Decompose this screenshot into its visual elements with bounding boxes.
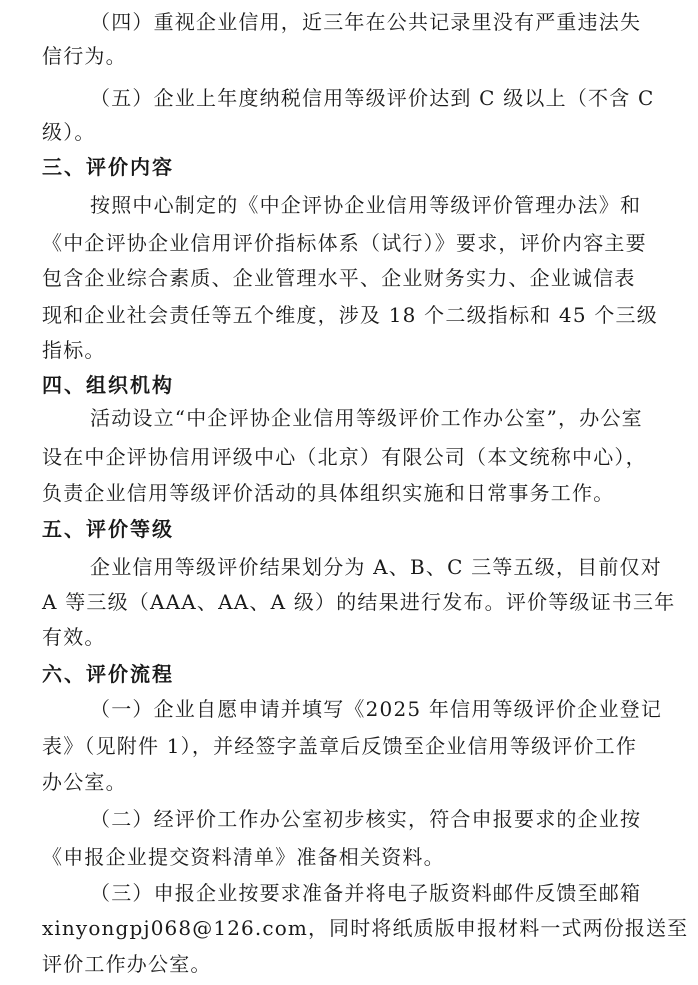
paragraph-line: 按照中心制定的《中企评协企业信用等级评价管理办法》和 bbox=[90, 193, 642, 217]
paragraph-line: 评价工作办公室。 bbox=[42, 952, 212, 976]
paragraph-line: 有效。 bbox=[42, 625, 106, 649]
section-heading: 三、评价内容 bbox=[42, 155, 174, 179]
paragraph-line: （四）重视企业信用，近三年在公共记录里没有严重违法失 bbox=[90, 10, 642, 34]
section-heading: 五、评价等级 bbox=[42, 517, 174, 541]
paragraph-line: 《申报企业提交资料清单》准备相关资料。 bbox=[42, 845, 445, 869]
paragraph-line: 企业信用等级评价结果划分为 A、B、C 三等五级，目前仅对 bbox=[90, 555, 662, 579]
paragraph-line: 现和企业社会责任等五个维度，涉及 18 个二级指标和 45 个三级 bbox=[42, 303, 658, 327]
paragraph-line: 《中企评协企业信用评价指标体系（试行）》要求，评价内容主要 bbox=[42, 231, 647, 255]
paragraph-line: 表》（见附件 1），并经签字盖章后反馈至企业信用等级评价工作 bbox=[42, 734, 638, 758]
paragraph-line: （一）企业自愿申请并填写《2025 年信用等级评价企业登记 bbox=[90, 697, 663, 721]
paragraph-line: 信行为。 bbox=[42, 44, 127, 68]
paragraph-line: 指标。 bbox=[42, 338, 106, 362]
paragraph-line: 活动设立“中企评协企业信用等级评价工作办公室”，办公室 bbox=[90, 406, 643, 430]
paragraph-line: 负责企业信用等级评价活动的具体组织实施和日常事务工作。 bbox=[42, 481, 615, 505]
paragraph-line: 包含企业综合素质、企业管理水平、企业财务实力、企业诚信表 bbox=[42, 266, 636, 290]
paragraph-line: 设在中企评协信用评级中心（北京）有限公司（本文统称中心）， bbox=[42, 445, 647, 469]
paragraph-line: （三）申报企业按要求准备并将电子版资料邮件反馈至邮箱 bbox=[90, 881, 642, 905]
paragraph-line: A 等三级（AAA、AA、A 级）的结果进行发布。评价等级证书三年 bbox=[42, 590, 676, 614]
paragraph-line: （五）企业上年度纳税信用等级评价达到 C 级以上（不含 C bbox=[90, 86, 655, 110]
section-heading: 四、组织机构 bbox=[42, 373, 174, 397]
section-heading: 六、评价流程 bbox=[42, 662, 174, 686]
paragraph-line: （二）经评价工作办公室初步核实，符合申报要求的企业按 bbox=[90, 807, 642, 831]
paragraph-line: 级）。 bbox=[42, 120, 96, 144]
paragraph-line: xinyongpj068@126.com，同时将纸质版申报材料一式两份报送至 bbox=[42, 916, 689, 940]
paragraph-line: 办公室。 bbox=[42, 770, 127, 794]
